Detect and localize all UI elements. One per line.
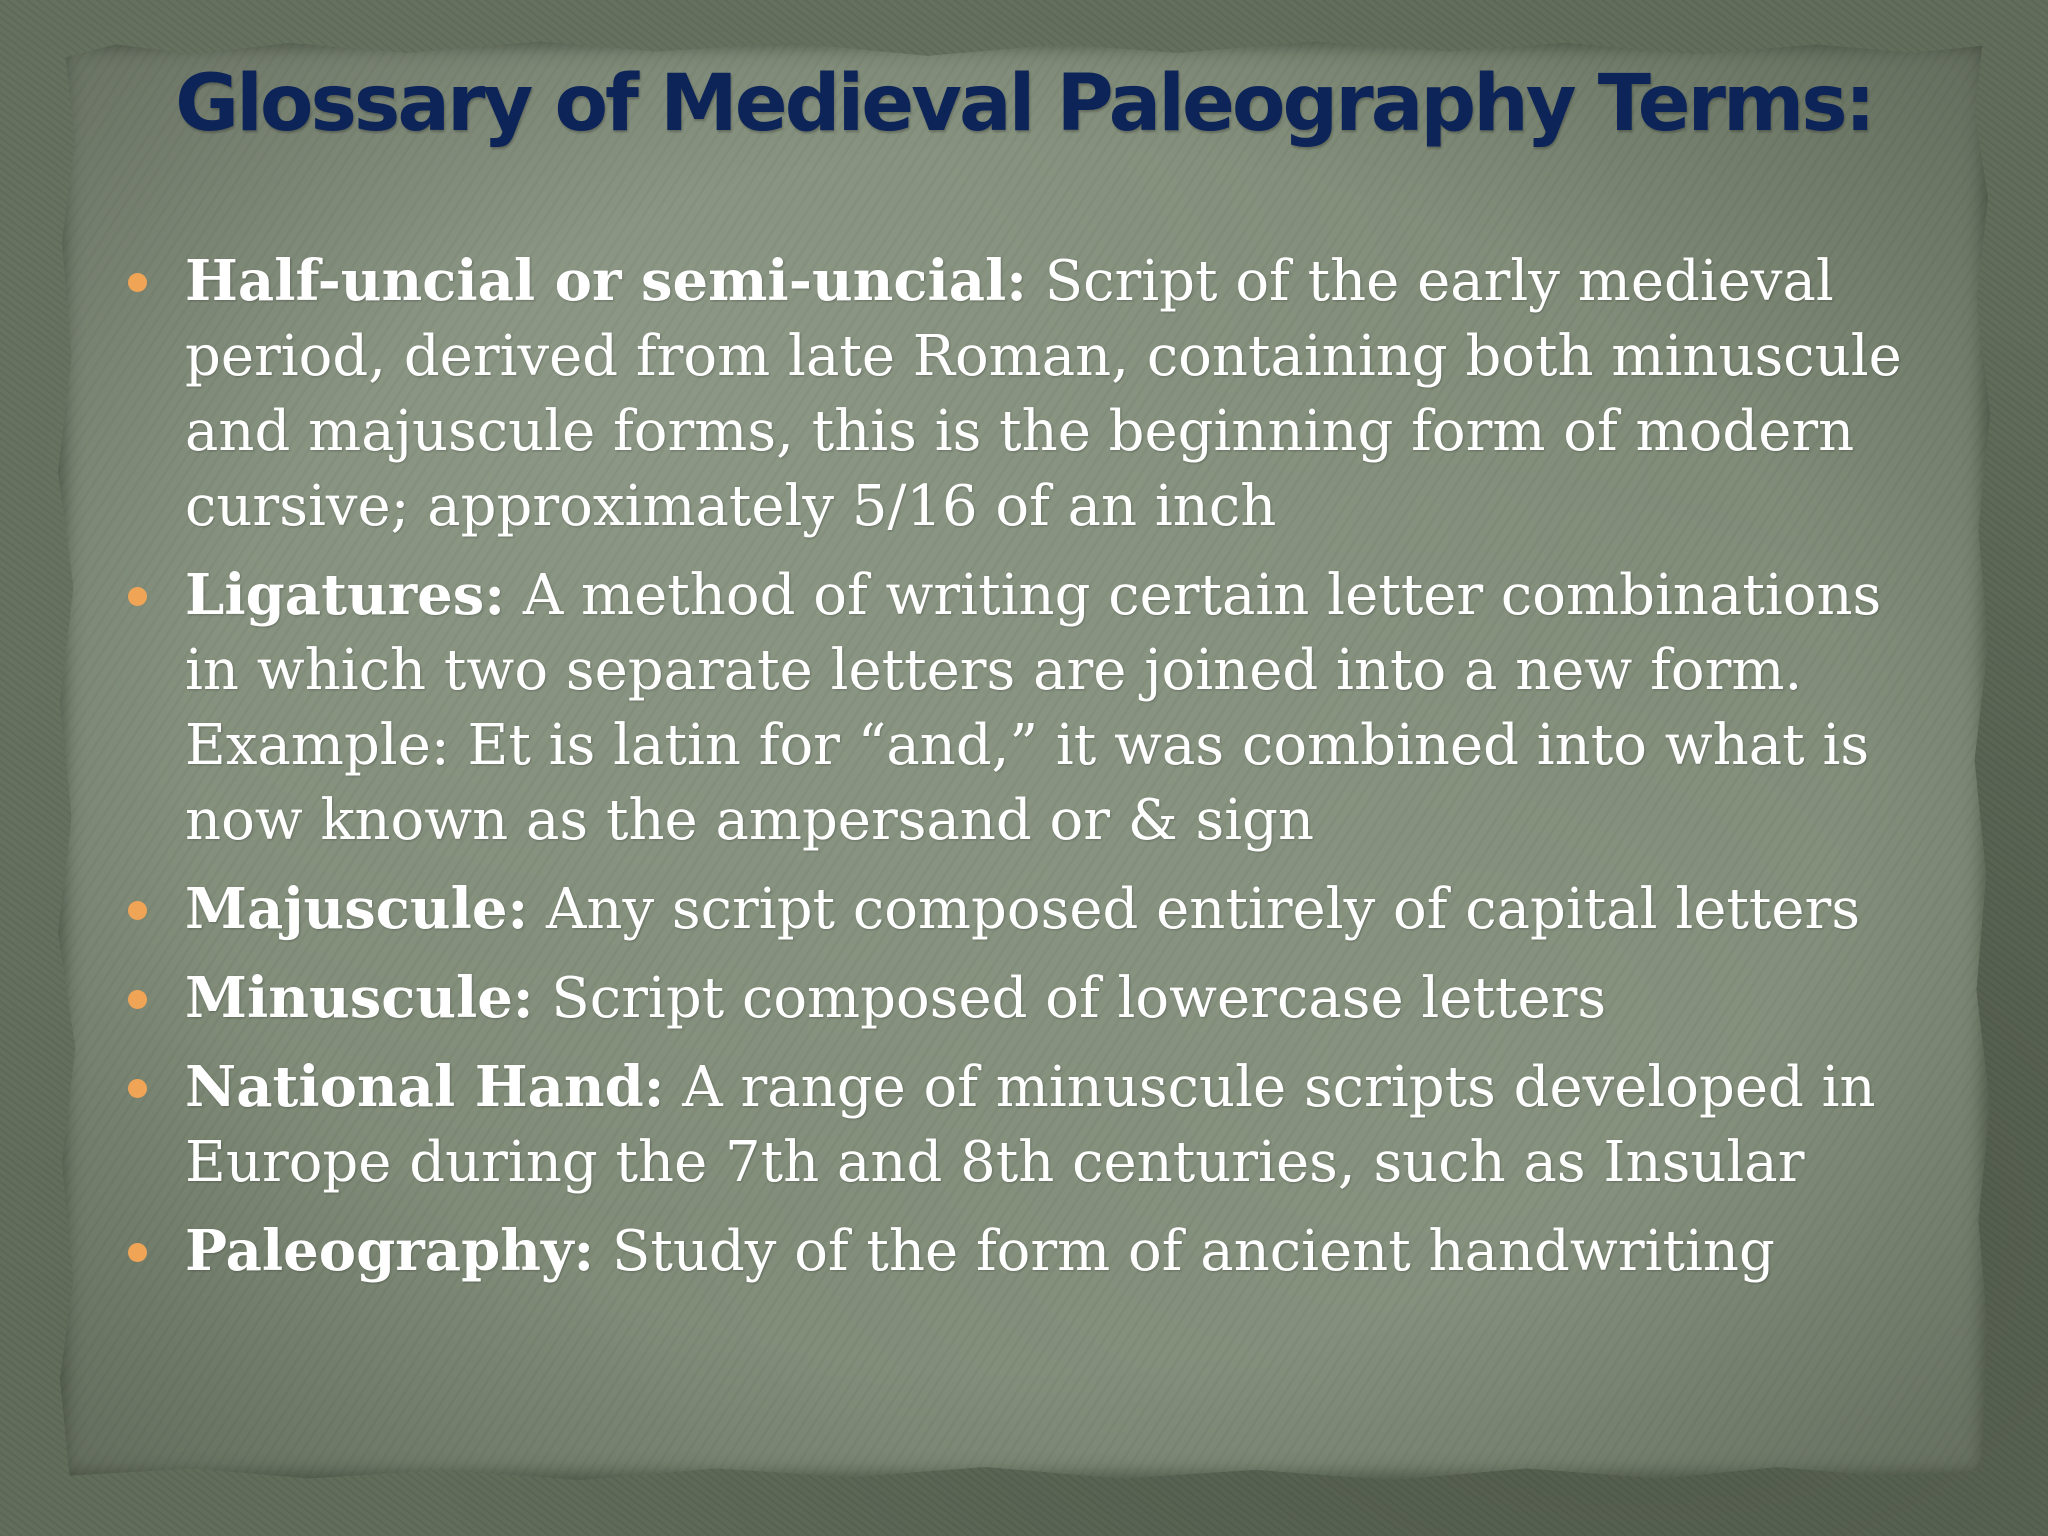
term-definition: A method of writing certain letter combinations in which two separate letters are joined into a new form. Example: Et is latin for “and,” it was combined into what is now known as the ampersand or & sign <box>185 563 1882 853</box>
term-name: Minuscule: <box>185 965 534 1031</box>
glossary-item-national-hand <box>128 1050 1928 1200</box>
term-name: Ligatures: <box>185 562 506 628</box>
bullet-icon <box>128 1079 147 1098</box>
glossary-item-half-uncial <box>128 244 1928 544</box>
glossary-item-paleography <box>128 1214 1928 1289</box>
term-definition: Study of the form of ancient handwriting <box>594 1219 1775 1284</box>
term-definition: Script of the early medieval period, derived from late Roman, containing both minuscule and majuscule forms, this is the beginning form of modern cursive; approximately 5/16 of an inch <box>185 249 1902 539</box>
slide-title: Glossary of Medieval Paleography Terms: <box>175 59 1873 149</box>
term-name: Paleography: <box>185 1218 595 1284</box>
glossary-item-ligatures <box>128 558 1928 858</box>
bullet-icon <box>128 273 147 292</box>
term-definition: A range of minuscule scripts developed in Europe during the 7th and 8th centuries, such as Insular <box>185 1055 1876 1195</box>
bullet-icon <box>128 587 147 606</box>
bullet-icon <box>128 1243 147 1262</box>
term-definition: Script composed of lowercase letters <box>533 966 1607 1031</box>
term-definition: Any script composed entirely of capital letters <box>528 877 1861 942</box>
term-name: Half-uncial or semi-uncial: <box>185 248 1027 314</box>
term-name: Majuscule: <box>185 876 529 942</box>
glossary-list <box>128 244 1928 1303</box>
glossary-item-minuscule <box>128 961 1928 1036</box>
glossary-item-majuscule <box>128 872 1928 947</box>
bullet-icon <box>128 990 147 1009</box>
term-name: National Hand: <box>185 1054 665 1120</box>
bullet-icon <box>128 901 147 920</box>
